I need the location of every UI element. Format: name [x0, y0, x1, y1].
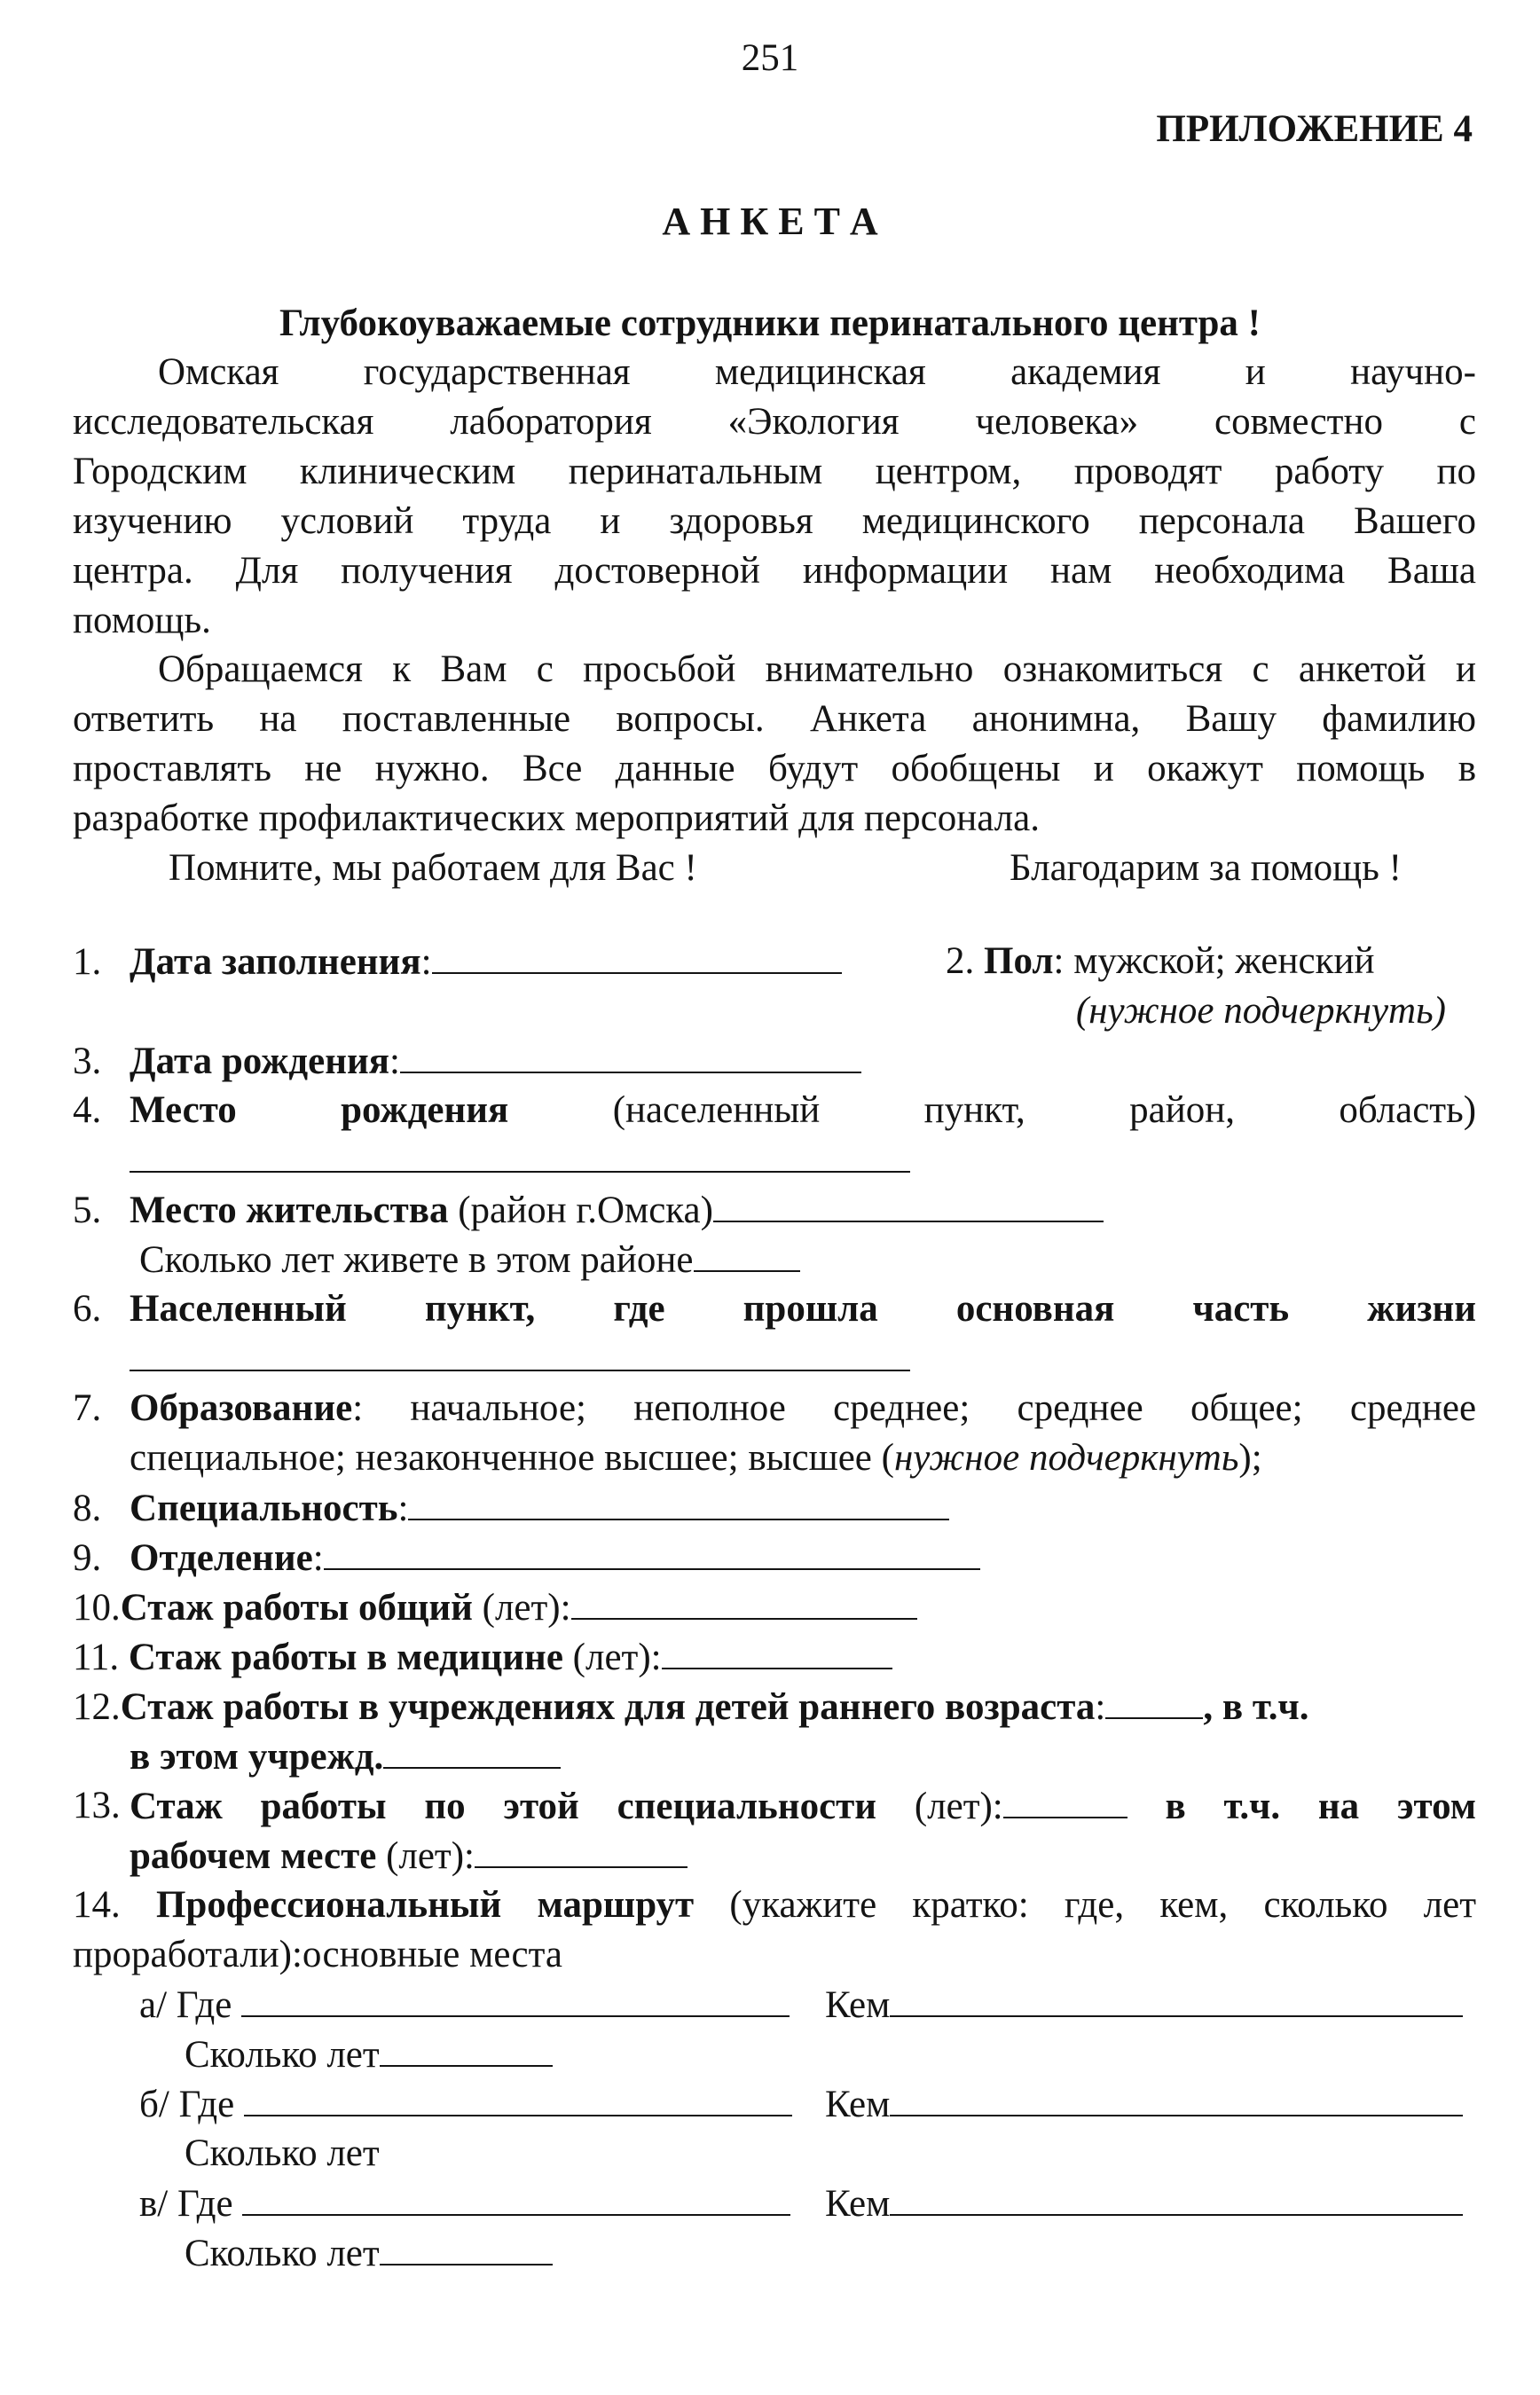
question-2 [946, 937, 1375, 986]
fill-in-line[interactable] [432, 937, 842, 974]
fill-in-line[interactable] [571, 1582, 917, 1620]
place-line[interactable] [241, 1980, 790, 2017]
question-label: Отделение [130, 1537, 313, 1579]
fill-in-line[interactable] [1105, 1682, 1203, 1719]
question-3: 3. Дата рождения: [73, 1036, 861, 1087]
who-line[interactable] [890, 2179, 1463, 2216]
question-number: 10. [73, 1587, 121, 1629]
question-10: 10.Стаж работы общий (лет): [73, 1582, 917, 1633]
question-7: Образование: начальное; неполное среднее; среднее общее; среднее [130, 1387, 1477, 1429]
route-entry-a: а/ Где [139, 1980, 790, 2030]
question-14-line-2: проработали):основные места [73, 1934, 562, 1975]
question-label: Дата рождения [130, 1040, 390, 1082]
intro-p1-line-2: исследовательская лаборатория «Экология человека» совместно с [73, 401, 1476, 443]
question-13: Стаж работы по этой специальности (лет): в т.ч. на этом [130, 1781, 1476, 1832]
intro-p1-line-1: Омская государственная медицинская академия и научно- [158, 351, 1476, 393]
question-12: 12.Стаж работы в учреждениях для детей раннего возраста: , в т.ч. [73, 1682, 1309, 1732]
question-label: Стаж работы в учреждениях для детей раннего возраста [120, 1686, 1096, 1728]
intro-p2-line-3: проставлять не нужно. Все данные будут обобщены и окажут помощь в [73, 748, 1476, 789]
question-number: 5. [73, 1190, 102, 1231]
question-label: Специальность [130, 1488, 398, 1529]
document-title: А Н К Е Т А [662, 200, 878, 243]
intro-p1-line-5: центра. Для получения достоверной информации нам необходима Ваша [73, 550, 1476, 592]
question-5: 5. Место жительства (район г.Омска) [73, 1185, 1104, 1236]
thanks-note: Благодарим за помощь ! [1010, 847, 1402, 889]
question-7-line-2: специальное; незаконченное высшее; высшее (нужное подчеркнуть); [130, 1437, 1262, 1479]
intro-p1-line-6: помощь. [73, 600, 211, 641]
question-number: 8. [73, 1488, 102, 1529]
remember-note: Помните, мы работаем для Вас ! [169, 847, 697, 889]
question-number: 2. [946, 940, 975, 982]
appendix-label: ПРИЛОЖЕНИЕ 4 [1156, 108, 1473, 150]
question-13-line-2: рабочем месте (лет): [130, 1831, 688, 1881]
underline-hint: (нужное подчеркнуть) [1075, 990, 1446, 1032]
question-12-line-2: в этом учрежд. [130, 1731, 561, 1782]
question-number: 11. [73, 1637, 120, 1678]
fill-in-line[interactable] [662, 1632, 892, 1669]
question-label: Дата заполнения [130, 941, 421, 983]
question-label: Профессиональный маршрут [155, 1884, 695, 1926]
question-label: Стаж работы в медицине [128, 1637, 563, 1678]
question-9: 9. Отделение: [73, 1533, 980, 1583]
fill-in-line[interactable] [408, 1483, 949, 1520]
question-7-number: 7. [73, 1387, 102, 1429]
fill-in-line[interactable] [1003, 1781, 1128, 1818]
question-label: Место жительства [130, 1190, 449, 1231]
years-line[interactable] [380, 2228, 553, 2265]
fill-in-line[interactable] [130, 1135, 910, 1173]
route-entry-a-who: Кем [825, 1980, 1463, 2030]
question-label: Стаж работы общий [120, 1587, 473, 1629]
page-number: 251 [741, 37, 799, 79]
gender-options: : мужской; женский [1053, 940, 1375, 982]
question-number: 3. [73, 1040, 102, 1082]
question-5-sub: Сколько лет живете в этом районе [139, 1235, 800, 1285]
fill-in-line[interactable] [475, 1831, 688, 1868]
route-entry-b: б/ Где [139, 2079, 792, 2130]
fill-in-line[interactable] [713, 1185, 1104, 1222]
question-13-number: 13. [73, 1785, 121, 1826]
route-entry-a-years: Сколько лет [185, 2030, 553, 2080]
intro-p1-line-4: изучению условий труда и здоровья медицинского персонала Вашего [73, 500, 1476, 542]
intro-p2-line-4: разработке профилактических мероприятий для персонала. [73, 797, 1040, 839]
years-line[interactable] [380, 2030, 553, 2067]
question-1: 1. Дата заполнения: [73, 937, 842, 987]
question-number: 9. [73, 1537, 102, 1579]
who-line[interactable] [890, 2079, 1463, 2116]
question-8: 8. Специальность: [73, 1483, 949, 1534]
intro-p2-line-1: Обращаемся к Вам с просьбой внимательно ознакомиться с анкетой и [158, 648, 1476, 690]
route-entry-b-who: Кем [825, 2079, 1463, 2130]
question-6: Населенный пункт, где прошла основная часть жизни [130, 1288, 1477, 1330]
intro-p2-line-2: ответить на поставленные вопросы. Анкета анонимна, Вашу фамилию [73, 698, 1476, 740]
place-line[interactable] [242, 2179, 790, 2216]
route-entry-c-years: Сколько лет [185, 2228, 553, 2279]
question-number: 1. [73, 941, 102, 983]
route-entry-c-who: Кем [825, 2179, 1463, 2229]
question-6-number: 6. [73, 1288, 102, 1330]
greeting-heading: Глубокоуважаемые сотрудники перинатального центра ! [279, 302, 1261, 344]
route-entry-c: в/ Где [139, 2179, 790, 2229]
fill-in-line[interactable] [383, 1731, 561, 1769]
fill-in-line[interactable] [130, 1334, 910, 1371]
route-entry-b-years: Сколько лет [185, 2132, 380, 2174]
fill-in-line[interactable] [324, 1533, 980, 1570]
question-4: Место рождения (населенный пункт, район, область) [130, 1089, 1477, 1131]
intro-p1-line-3: Городским клиническим перинатальным центром, проводят работу по [73, 451, 1476, 492]
question-label: Пол [984, 940, 1054, 982]
who-line[interactable] [890, 1980, 1463, 2017]
fill-in-line[interactable] [400, 1036, 861, 1073]
question-4-number: 4. [73, 1089, 102, 1131]
question-14: 14. Профессиональный маршрут (укажите кратко: где, кем, сколько лет [73, 1884, 1477, 1926]
question-number: 14. [73, 1884, 121, 1926]
fill-in-line[interactable] [694, 1235, 800, 1272]
question-number: 12. [73, 1686, 121, 1728]
question-label: Образование [130, 1387, 353, 1429]
question-11: 11. Стаж работы в медицине (лет): [73, 1632, 892, 1683]
place-line[interactable] [244, 2079, 792, 2116]
